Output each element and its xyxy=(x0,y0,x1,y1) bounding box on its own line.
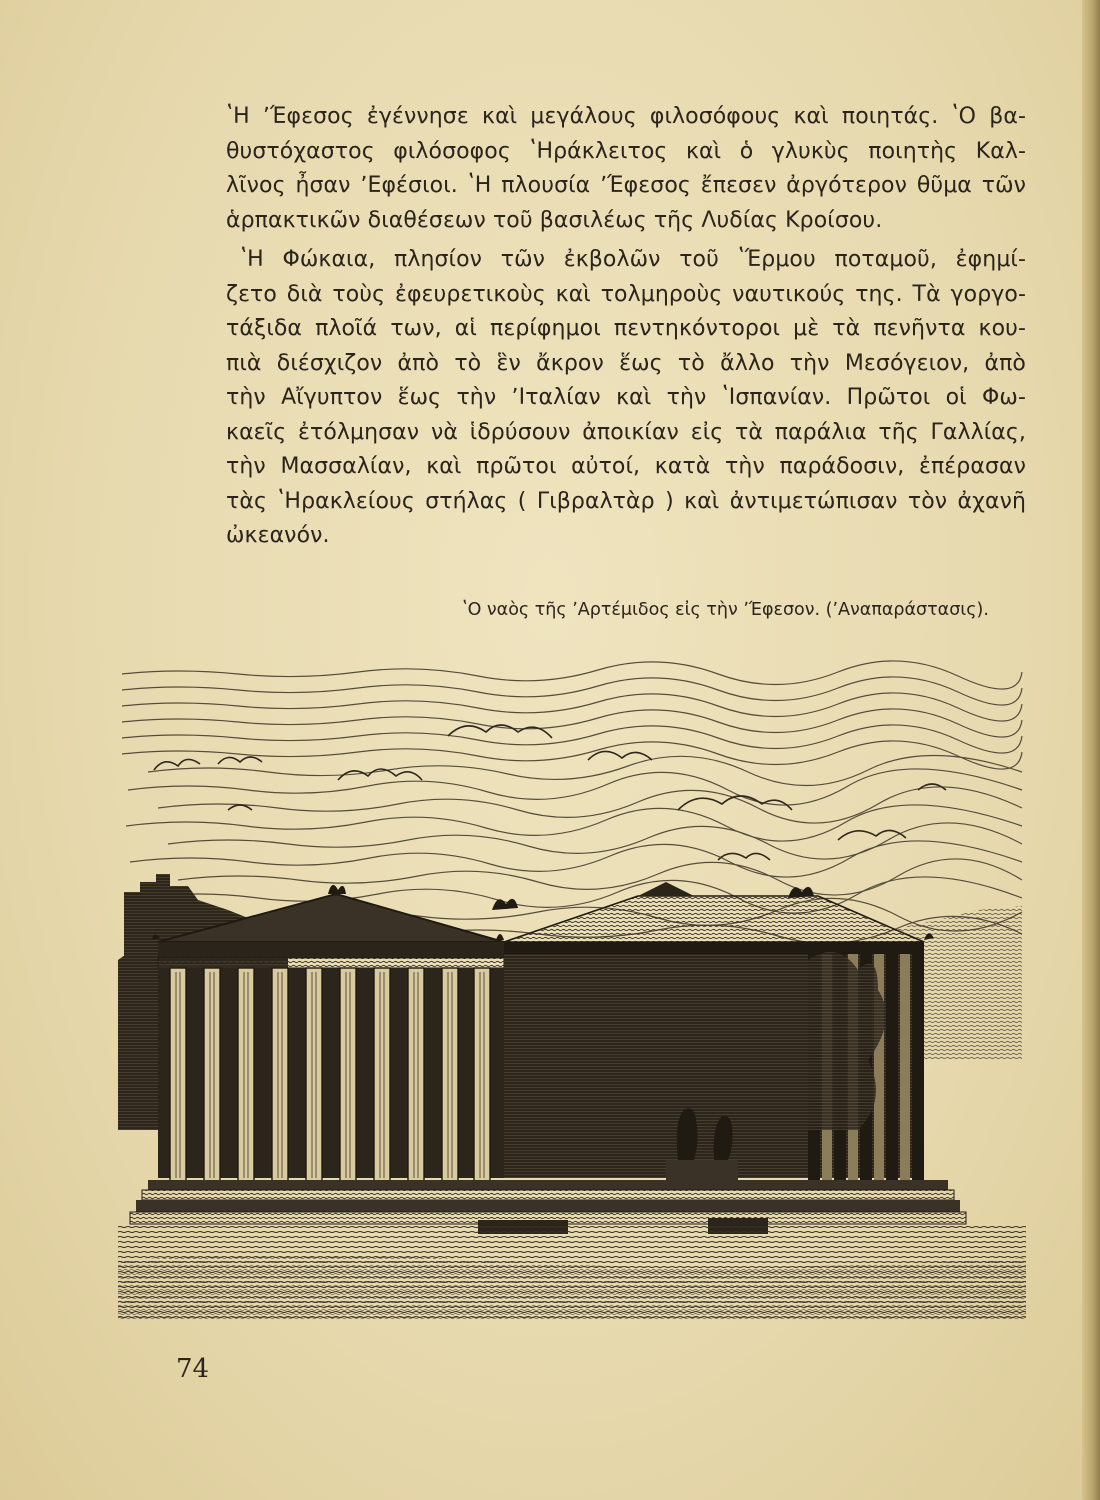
text-line: ἁρπακτικῶν διαθέσεων τοῦ βασιλέως τῆς Λυδίας Κροίσου. xyxy=(226,207,883,233)
text-line: πιὰ διέσχιζον ἀπὸ τὸ ἓν ἄκρον ἕως τὸ ἄλλο τὴν Μεσόγειον, ἀπὸ xyxy=(226,350,1026,376)
page-edge xyxy=(1082,0,1100,1500)
temple-of-artemis xyxy=(152,882,934,1182)
text-line: ʽΗ Φώκαια, πλησίον τῶν ἐκβολῶν τοῦ ʽΈρμου ποταμοῦ, ἐφημί- xyxy=(240,247,1026,272)
figure-caption: ʽΟ ναὸς τῆς ʼΑρτέμιδος εἰς τὴν ʼΈφεσον. (ʼΑναπαράστασις). xyxy=(462,600,989,620)
text-line: ʽΗ ʼΈφεσος ἐγέννησε καὶ μεγάλους φιλοσόφους καὶ ποιητάς. ʽΟ βα- xyxy=(226,104,1026,129)
text-line: ὠκεανόν. xyxy=(226,523,330,548)
text-line: τὰς ʽΗρακλείους στήλας ( Γιβραλτὰρ ) καὶ ἀντιμετώπισαν τὸν ἀχανῆ xyxy=(226,488,1026,514)
text-line: τάξιδα πλοῖά των, αἱ περίφημοι πεντηκόντοροι μὲ τὰ πενῆντα κου- xyxy=(226,316,1026,341)
sky-hatching xyxy=(122,661,1022,943)
text-line: καεῖς ἐτόλμησαν νὰ ἱδρύσουν ἀποικίαν εἰς τὰ παράλια τῆς Γαλλίας, xyxy=(226,419,1026,445)
text-line: τὴν Αἴγυπτον ἕως τὴν ʼΙταλίαν καὶ τὴν ʽΙσπανίαν. Πρῶτοι οἱ Φω- xyxy=(226,385,1026,410)
text-line: τὴν Μασσαλίαν, καὶ πρῶτοι αὐτοί, κατὰ τὴν παράδοσιν, ἐπέρασαν xyxy=(226,454,1026,479)
page-number: 74 xyxy=(176,1354,210,1384)
text-line: θυστόχαστος φιλόσοφος ʽΗράκλειτος καὶ ὁ γλυκὺς ποιητὴς Καλ- xyxy=(226,138,1026,164)
paragraph-phocaea xyxy=(226,243,1026,554)
paragraph-ephesus xyxy=(226,100,1026,238)
text-line: λῖνος ἦσαν ʼΕφέσιοι. ʽΗ πλουσία ʼΈφεσος ἔπεσεν ἀργότερον θῦμα τῶν xyxy=(226,173,1026,198)
text-line: ζετο διὰ τοὺς ἐφευρετικοὺς καὶ τολμηροὺς ναυτικούς της. Τὰ γοργο- xyxy=(226,281,1026,307)
temple-engraving xyxy=(118,660,1026,1320)
body-text xyxy=(226,100,1026,554)
